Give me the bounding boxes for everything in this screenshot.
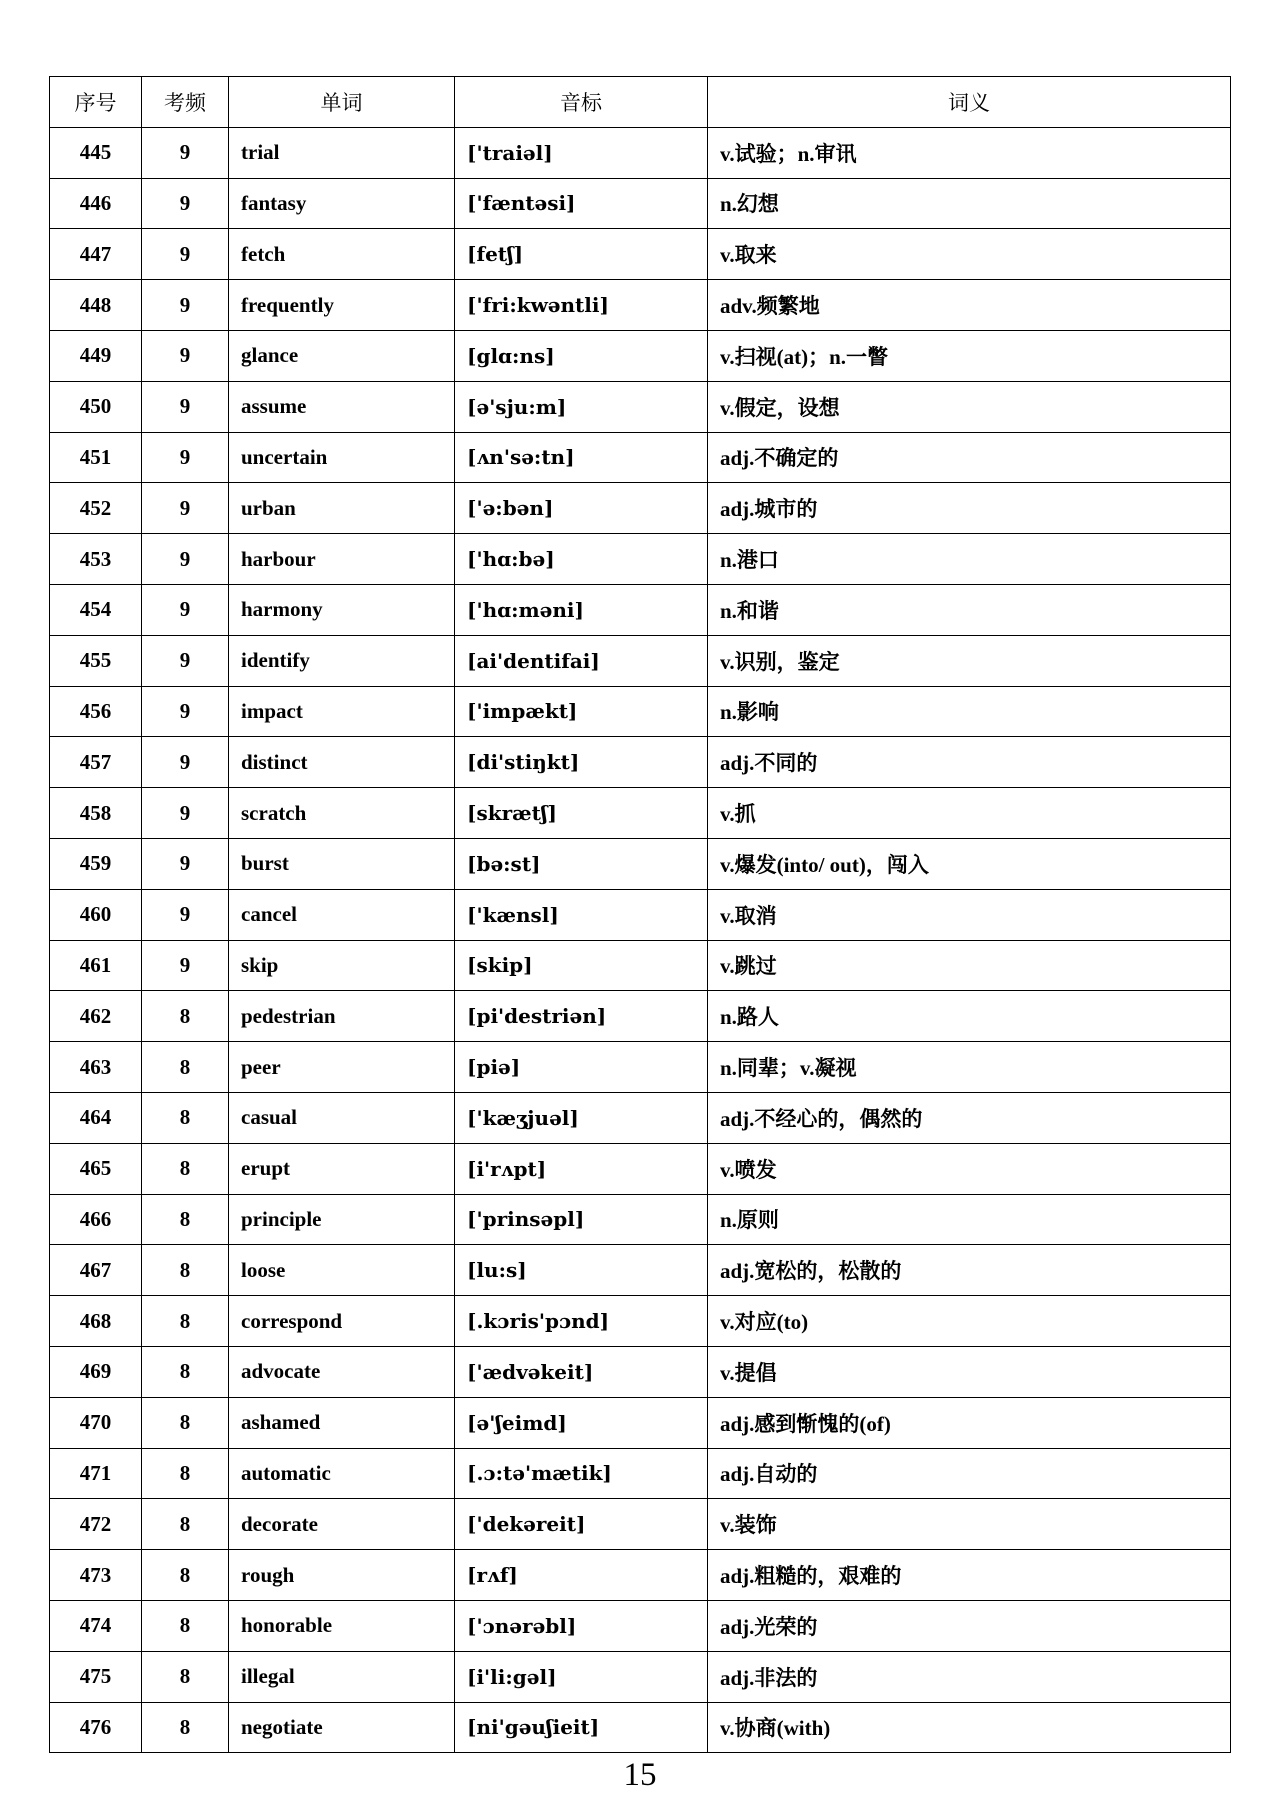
row-word: ashamed xyxy=(229,1397,455,1448)
row-number: 474 xyxy=(50,1600,142,1651)
row-phonetic: ['dekəreit] xyxy=(455,1499,708,1550)
table-row xyxy=(50,991,1231,1042)
row-phonetic: ['fæntəsi] xyxy=(455,178,708,229)
row-number: 466 xyxy=(50,1194,142,1245)
row-frequency: 9 xyxy=(142,788,229,839)
row-phonetic: [glɑ:ns] xyxy=(455,330,708,381)
row-word: glance xyxy=(229,330,455,381)
row-phonetic: [rʌf] xyxy=(455,1550,708,1601)
row-number: 450 xyxy=(50,381,142,432)
row-frequency: 8 xyxy=(142,1245,229,1296)
table-row xyxy=(50,1346,1231,1397)
row-meaning: adv.频繁地 xyxy=(708,280,1231,331)
vocabulary-table xyxy=(49,76,1231,1753)
row-frequency: 8 xyxy=(142,1600,229,1651)
row-frequency: 8 xyxy=(142,1296,229,1347)
row-word: frequently xyxy=(229,280,455,331)
row-number: 447 xyxy=(50,229,142,280)
row-frequency: 8 xyxy=(142,1143,229,1194)
row-frequency: 9 xyxy=(142,534,229,585)
row-meaning: v.爆发(into/ out)，闯入 xyxy=(708,838,1231,889)
row-phonetic: ['hɑ:bə] xyxy=(455,534,708,585)
row-meaning: adj.粗糙的，艰难的 xyxy=(708,1550,1231,1601)
row-number: 461 xyxy=(50,940,142,991)
table-row xyxy=(50,737,1231,788)
row-phonetic: [skrætʃ] xyxy=(455,788,708,839)
header-number: 序号 xyxy=(50,77,142,128)
row-meaning: v.取来 xyxy=(708,229,1231,280)
row-word: principle xyxy=(229,1194,455,1245)
table-row xyxy=(50,534,1231,585)
row-meaning: v.喷发 xyxy=(708,1143,1231,1194)
row-phonetic: ['ɔnərəbl] xyxy=(455,1600,708,1651)
row-meaning: n.和谐 xyxy=(708,584,1231,635)
row-meaning: v.装饰 xyxy=(708,1499,1231,1550)
row-phonetic: [ai'dentifai] xyxy=(455,635,708,686)
row-phonetic: [di'stiŋkt] xyxy=(455,737,708,788)
row-number: 446 xyxy=(50,178,142,229)
table-row xyxy=(50,584,1231,635)
row-phonetic: [.ɔ:tə'mætik] xyxy=(455,1448,708,1499)
row-word: advocate xyxy=(229,1346,455,1397)
row-meaning: v.抓 xyxy=(708,788,1231,839)
row-number: 449 xyxy=(50,330,142,381)
row-frequency: 9 xyxy=(142,330,229,381)
row-frequency: 9 xyxy=(142,483,229,534)
row-number: 448 xyxy=(50,280,142,331)
table-row xyxy=(50,889,1231,940)
table-row xyxy=(50,686,1231,737)
row-frequency: 9 xyxy=(142,280,229,331)
row-frequency: 8 xyxy=(142,1397,229,1448)
row-meaning: adj.光荣的 xyxy=(708,1600,1231,1651)
header-row xyxy=(50,77,1231,128)
row-phonetic: [lu:s] xyxy=(455,1245,708,1296)
row-meaning: adj.宽松的，松散的 xyxy=(708,1245,1231,1296)
table-row xyxy=(50,788,1231,839)
row-number: 456 xyxy=(50,686,142,737)
row-word: fetch xyxy=(229,229,455,280)
row-word: peer xyxy=(229,1042,455,1093)
row-number: 455 xyxy=(50,635,142,686)
row-meaning: v.识别，鉴定 xyxy=(708,635,1231,686)
row-word: uncertain xyxy=(229,432,455,483)
row-meaning: v.扫视(at)；n.一瞥 xyxy=(708,330,1231,381)
row-frequency: 9 xyxy=(142,737,229,788)
row-frequency: 9 xyxy=(142,127,229,178)
row-phonetic: ['traiəl] xyxy=(455,127,708,178)
row-word: distinct xyxy=(229,737,455,788)
row-frequency: 8 xyxy=(142,1042,229,1093)
table-row xyxy=(50,1245,1231,1296)
table-row xyxy=(50,280,1231,331)
row-meaning: v.试验；n.审讯 xyxy=(708,127,1231,178)
table-row xyxy=(50,483,1231,534)
row-frequency: 8 xyxy=(142,1702,229,1753)
row-phonetic: [.kɔris'pɔnd] xyxy=(455,1296,708,1347)
row-number: 464 xyxy=(50,1092,142,1143)
table-row xyxy=(50,635,1231,686)
row-phonetic: ['prinsəpl] xyxy=(455,1194,708,1245)
row-meaning: adj.不同的 xyxy=(708,737,1231,788)
row-word: trial xyxy=(229,127,455,178)
table-row xyxy=(50,1702,1231,1753)
table-row xyxy=(50,127,1231,178)
row-frequency: 8 xyxy=(142,1651,229,1702)
row-frequency: 8 xyxy=(142,1194,229,1245)
row-word: loose xyxy=(229,1245,455,1296)
table-row xyxy=(50,940,1231,991)
row-number: 470 xyxy=(50,1397,142,1448)
table-row xyxy=(50,1296,1231,1347)
table-row xyxy=(50,1194,1231,1245)
row-number: 469 xyxy=(50,1346,142,1397)
row-number: 457 xyxy=(50,737,142,788)
table-row xyxy=(50,838,1231,889)
row-frequency: 8 xyxy=(142,1346,229,1397)
row-meaning: adj.感到惭愧的(of) xyxy=(708,1397,1231,1448)
row-frequency: 9 xyxy=(142,229,229,280)
row-word: cancel xyxy=(229,889,455,940)
row-meaning: v.对应(to) xyxy=(708,1296,1231,1347)
row-number: 472 xyxy=(50,1499,142,1550)
row-phonetic: ['fri:kwəntli] xyxy=(455,280,708,331)
row-number: 462 xyxy=(50,991,142,1042)
page-number: 15 xyxy=(623,1757,657,1793)
row-frequency: 8 xyxy=(142,1499,229,1550)
table-row xyxy=(50,1448,1231,1499)
row-word: erupt xyxy=(229,1143,455,1194)
header-phonetic: 音标 xyxy=(455,77,708,128)
row-word: scratch xyxy=(229,788,455,839)
table-row xyxy=(50,1600,1231,1651)
row-phonetic: [i'rʌpt] xyxy=(455,1143,708,1194)
row-number: 465 xyxy=(50,1143,142,1194)
header-frequency: 考频 xyxy=(142,77,229,128)
row-word: casual xyxy=(229,1092,455,1143)
row-phonetic: [ə'ʃeimd] xyxy=(455,1397,708,1448)
row-frequency: 9 xyxy=(142,838,229,889)
row-word: correspond xyxy=(229,1296,455,1347)
row-frequency: 8 xyxy=(142,1092,229,1143)
table-row xyxy=(50,1092,1231,1143)
row-number: 468 xyxy=(50,1296,142,1347)
row-phonetic: [ʌn'sə:tn] xyxy=(455,432,708,483)
row-meaning: v.假定，设想 xyxy=(708,381,1231,432)
row-number: 475 xyxy=(50,1651,142,1702)
row-number: 452 xyxy=(50,483,142,534)
row-meaning: n.港口 xyxy=(708,534,1231,585)
row-phonetic: [bə:st] xyxy=(455,838,708,889)
row-number: 445 xyxy=(50,127,142,178)
row-meaning: adj.城市的 xyxy=(708,483,1231,534)
row-number: 454 xyxy=(50,584,142,635)
row-number: 453 xyxy=(50,534,142,585)
row-phonetic: [pi'destriən] xyxy=(455,991,708,1042)
row-word: urban xyxy=(229,483,455,534)
table-row xyxy=(50,1550,1231,1601)
row-frequency: 9 xyxy=(142,686,229,737)
row-frequency: 9 xyxy=(142,432,229,483)
row-meaning: adj.不经心的，偶然的 xyxy=(708,1092,1231,1143)
row-number: 451 xyxy=(50,432,142,483)
row-phonetic: [i'li:gəl] xyxy=(455,1651,708,1702)
row-meaning: n.路人 xyxy=(708,991,1231,1042)
row-meaning: v.跳过 xyxy=(708,940,1231,991)
row-frequency: 9 xyxy=(142,635,229,686)
row-word: burst xyxy=(229,838,455,889)
row-word: decorate xyxy=(229,1499,455,1550)
row-word: assume xyxy=(229,381,455,432)
row-phonetic: [piə] xyxy=(455,1042,708,1093)
header-meaning: 词义 xyxy=(708,77,1231,128)
row-phonetic: [ni'gəuʃieit] xyxy=(455,1702,708,1753)
row-frequency: 9 xyxy=(142,381,229,432)
row-phonetic: ['ə:bən] xyxy=(455,483,708,534)
row-word: impact xyxy=(229,686,455,737)
row-word: pedestrian xyxy=(229,991,455,1042)
table-row xyxy=(50,330,1231,381)
row-meaning: n.幻想 xyxy=(708,178,1231,229)
row-word: honorable xyxy=(229,1600,455,1651)
row-phonetic: [ə'sju:m] xyxy=(455,381,708,432)
row-number: 459 xyxy=(50,838,142,889)
row-meaning: n.原则 xyxy=(708,1194,1231,1245)
row-frequency: 9 xyxy=(142,940,229,991)
row-meaning: v.协商(with) xyxy=(708,1702,1231,1753)
row-meaning: v.提倡 xyxy=(708,1346,1231,1397)
row-number: 463 xyxy=(50,1042,142,1093)
table-row xyxy=(50,381,1231,432)
row-number: 473 xyxy=(50,1550,142,1601)
vocabulary-rows xyxy=(50,127,1231,1753)
row-frequency: 9 xyxy=(142,889,229,940)
row-number: 458 xyxy=(50,788,142,839)
row-phonetic: ['hɑ:məni] xyxy=(455,584,708,635)
table-row xyxy=(50,432,1231,483)
row-phonetic: ['impækt] xyxy=(455,686,708,737)
table-row xyxy=(50,229,1231,280)
row-number: 460 xyxy=(50,889,142,940)
table-row xyxy=(50,1651,1231,1702)
table-row xyxy=(50,1143,1231,1194)
header-word: 单词 xyxy=(229,77,455,128)
row-frequency: 8 xyxy=(142,1448,229,1499)
table-row xyxy=(50,1397,1231,1448)
row-word: harmony xyxy=(229,584,455,635)
table-row xyxy=(50,1499,1231,1550)
row-frequency: 8 xyxy=(142,1550,229,1601)
row-phonetic: ['kænsl] xyxy=(455,889,708,940)
row-word: automatic xyxy=(229,1448,455,1499)
row-frequency: 9 xyxy=(142,178,229,229)
row-phonetic: [skip] xyxy=(455,940,708,991)
row-meaning: adj.非法的 xyxy=(708,1651,1231,1702)
row-number: 467 xyxy=(50,1245,142,1296)
row-meaning: n.影响 xyxy=(708,686,1231,737)
row-word: illegal xyxy=(229,1651,455,1702)
row-number: 476 xyxy=(50,1702,142,1753)
row-meaning: v.取消 xyxy=(708,889,1231,940)
row-meaning: n.同辈；v.凝视 xyxy=(708,1042,1231,1093)
table-row xyxy=(50,1042,1231,1093)
row-frequency: 8 xyxy=(142,991,229,1042)
row-meaning: adj.不确定的 xyxy=(708,432,1231,483)
row-frequency: 9 xyxy=(142,584,229,635)
row-word: skip xyxy=(229,940,455,991)
row-word: negotiate xyxy=(229,1702,455,1753)
row-meaning: adj.自动的 xyxy=(708,1448,1231,1499)
row-word: fantasy xyxy=(229,178,455,229)
row-word: identify xyxy=(229,635,455,686)
row-phonetic: ['kæʒjuəl] xyxy=(455,1092,708,1143)
row-number: 471 xyxy=(50,1448,142,1499)
row-phonetic: ['ædvəkeit] xyxy=(455,1346,708,1397)
row-word: rough xyxy=(229,1550,455,1601)
row-word: harbour xyxy=(229,534,455,585)
row-phonetic: [fetʃ] xyxy=(455,229,708,280)
table-row xyxy=(50,178,1231,229)
